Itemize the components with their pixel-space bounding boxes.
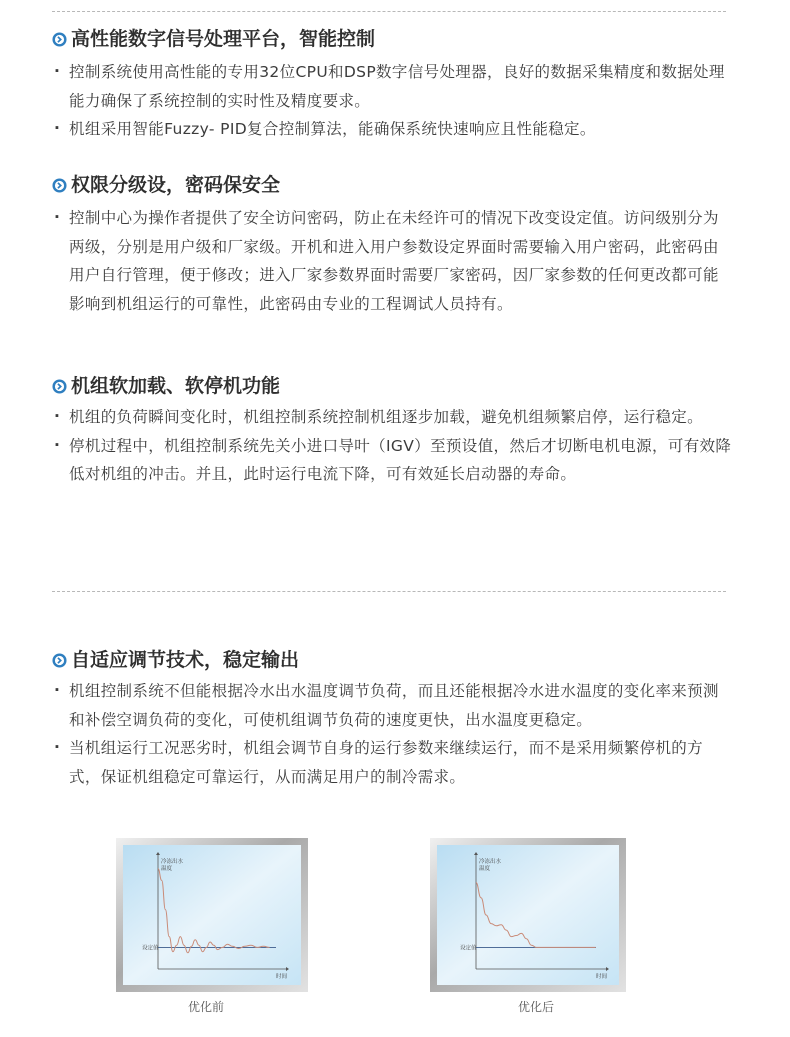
top-divider <box>52 11 726 12</box>
bullet-text: · 控制中心为操作者提供了安全访问密码，防止在未经许可的情况下改变设定值。访问级别分为两级，分别是用户级和厂家级。开机和进入用户参数设定界面时需要输入用户密码，此密码由用户自行管理，便于修改；进入厂家参数界面时需要厂家密码，因厂家参数的任何更改都可能影响到机组运行的可靠性，此密码由专业的工程调试人员持有。 <box>69 209 719 313</box>
chevron-circle-icon <box>52 32 67 47</box>
bullet-item <box>52 677 732 734</box>
chart-caption: 优化后 <box>518 1000 555 1014</box>
bullet-item <box>52 734 732 791</box>
chart-caption: 优化前 <box>188 1000 225 1014</box>
setpoint-label: 设定值 <box>142 945 159 952</box>
section-title <box>52 373 732 399</box>
section-password-security <box>52 172 732 318</box>
chevron-circle-icon <box>52 178 67 193</box>
chevron-circle-icon <box>52 379 67 394</box>
middle-divider <box>52 591 726 592</box>
bullet-text: · 机组采用智能Fuzzy- PID复合控制算法，能确保系统快速响应且性能稳定。 <box>69 120 596 138</box>
bullet-item <box>52 115 732 144</box>
bullet-text: · 机组的负荷瞬间变化时，机组控制系统控制机组逐步加载，避免机组频繁启停，运行稳定。 <box>69 408 704 426</box>
section-dsp-platform <box>52 26 732 144</box>
monitor-screen <box>437 845 619 985</box>
section-title <box>52 26 732 52</box>
chart-before-optimization <box>116 838 308 992</box>
chevron-circle-icon <box>52 653 67 668</box>
section-title-text: 权限分级设，密码保安全 <box>71 174 281 196</box>
section-adaptive <box>52 647 732 791</box>
section-title-text: 自适应调节技术，稳定输出 <box>71 649 300 671</box>
monitor-screen <box>123 845 301 985</box>
section-title <box>52 172 732 198</box>
bullet-text: · 机组控制系统不但能根据冷水出水温度调节负荷，而且还能根据冷水进水温度的变化率来预测和补偿空调负荷的变化，可使机组调节负荷的速度更快，出水温度更稳定。 <box>69 682 719 729</box>
y-axis-label-line2: 温度 <box>161 866 173 872</box>
setpoint-label: 设定值 <box>460 945 477 952</box>
bullet-item <box>52 204 732 318</box>
x-axis-label: 时间 <box>276 974 288 980</box>
chart-after-optimization <box>430 838 626 992</box>
section-title-text: 机组软加载、软停机功能 <box>71 375 281 397</box>
y-axis-label-line2: 温度 <box>479 866 491 872</box>
section-title <box>52 647 732 673</box>
bullet-item <box>52 403 732 432</box>
section-soft-load <box>52 373 732 489</box>
section-title-text: 高性能数字信号处理平台，智能控制 <box>71 28 376 50</box>
bullet-item <box>52 432 732 489</box>
x-axis-label: 时间 <box>596 974 608 980</box>
y-axis-label-line1: 冷冻出水 <box>479 859 502 865</box>
bullet-item <box>52 58 732 115</box>
bullet-text: · 停机过程中，机组控制系统先关小进口导叶（IGV）至预设值，然后才切断电机电源，可有效降低对机组的冲击。并且，此时运行电流下降，可有效延长启动器的寿命。 <box>69 436 732 483</box>
y-axis-label-line1: 冷冻出水 <box>161 859 184 865</box>
bullet-text: · 当机组运行工况恶劣时，机组会调节自身的运行参数来继续运行，而不是采用频繁停机的方式，保证机组稳定可靠运行，从而满足用户的制冷需求。 <box>69 739 704 786</box>
bullet-text: · 控制系统使用高性能的专用32位CPU和DSP数字信号处理器，良好的数据采集精度和数据处理能力确保了系统控制的实时性及精度要求。 <box>69 63 725 110</box>
